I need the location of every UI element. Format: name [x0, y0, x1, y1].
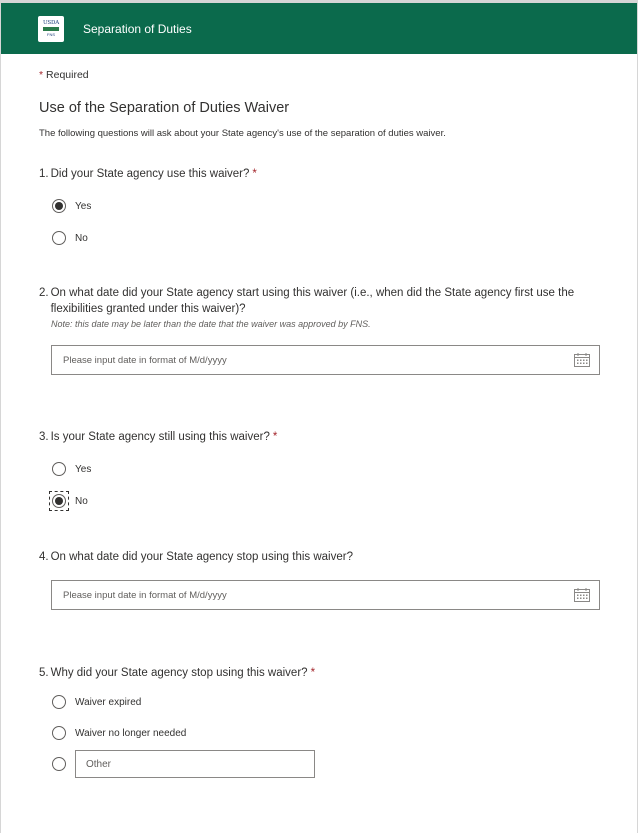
question-label: Is your State agency still using this waiver? [50, 431, 270, 443]
question-number: 1. [39, 168, 49, 180]
radio-button[interactable] [52, 231, 66, 245]
required-asterisk: * [39, 69, 44, 81]
question-text: On what date did your State agency stop using this waiver? [50, 551, 353, 563]
start-date-input[interactable] [51, 345, 600, 375]
question-4-title [39, 549, 600, 565]
question-5 [39, 665, 600, 778]
section-description: The following questions will ask about your State agency's use of the separation of duties waiver. [39, 128, 446, 139]
option-label: Yes [75, 200, 92, 212]
question-label: Why did your State agency stop using this waiver? [50, 667, 308, 679]
radio-button[interactable] [52, 757, 66, 771]
option-label: Waiver expired [75, 696, 142, 708]
stop-date-input[interactable] [51, 580, 600, 610]
radio-button[interactable] [52, 462, 66, 476]
question-2 [39, 285, 600, 375]
option-yes[interactable] [51, 459, 600, 479]
section-title: Use of the Separation of Duties Waiver [39, 100, 290, 116]
calendar-icon[interactable] [574, 353, 590, 367]
radio-button[interactable] [52, 726, 66, 740]
option-yes[interactable] [51, 196, 600, 216]
usda-logo [38, 16, 64, 42]
option-label: Yes [75, 463, 92, 475]
option-no[interactable] [51, 491, 600, 511]
logo-text-bottom: FNS [47, 32, 55, 37]
logo-text-top: USDA [43, 20, 59, 26]
radio-wrapper [51, 725, 67, 741]
question-5-options [39, 692, 600, 778]
required-mark: * [310, 667, 316, 679]
required-mark: * [272, 431, 278, 443]
question-1-title [39, 166, 600, 182]
radio-wrapper-focused [51, 493, 67, 509]
radio-wrapper [51, 230, 67, 246]
question-text: On what date did your State agency start using this waiver (i.e., when did the State agency first use the flexibilities granted under this waiver)? [50, 287, 575, 315]
date-placeholder: Please input date in format of M/d/yyyy [63, 354, 227, 366]
question-5-title [39, 665, 600, 681]
calendar-icon[interactable] [574, 588, 590, 602]
radio-button[interactable] [52, 695, 66, 709]
radio-wrapper [51, 756, 67, 772]
required-note-text: Required [46, 69, 89, 81]
other-placeholder: Other [86, 758, 112, 770]
radio-wrapper [51, 461, 67, 477]
question-1-options [39, 196, 600, 248]
option-label: No [75, 495, 88, 507]
logo-bar [43, 27, 59, 31]
other-text-input[interactable] [75, 750, 315, 778]
required-mark: * [252, 168, 257, 180]
question-1 [39, 166, 600, 248]
question-4 [39, 549, 600, 610]
question-number: 2. [39, 287, 49, 299]
question-number: 5. [39, 667, 49, 679]
option-other[interactable] [51, 750, 600, 778]
option-label: Waiver no longer needed [75, 727, 187, 739]
question-text [51, 429, 600, 445]
question-label: Did your State agency use this waiver? [50, 168, 250, 180]
option-waiver-no-longer-needed[interactable] [51, 723, 600, 743]
radio-button-selected[interactable] [52, 494, 66, 508]
radio-button-selected[interactable] [52, 199, 66, 213]
question-text [51, 665, 600, 681]
form-title: Separation of Duties [83, 21, 192, 36]
option-no[interactable] [51, 228, 600, 248]
option-label: No [75, 232, 88, 244]
question-text [51, 166, 600, 182]
form-content [1, 54, 637, 778]
required-note [39, 69, 600, 81]
question-3-title [39, 429, 600, 445]
question-number: 3. [39, 431, 49, 443]
option-waiver-expired[interactable] [51, 692, 600, 712]
question-2-title [39, 285, 600, 317]
date-placeholder: Please input date in format of M/d/yyyy [63, 589, 227, 601]
question-number: 4. [39, 551, 49, 563]
question-3-options [39, 459, 600, 511]
question-note: Note: this date may be later than the date that the waiver was approved by FNS. [51, 319, 371, 329]
form-header [1, 0, 637, 54]
radio-wrapper [51, 198, 67, 214]
question-3 [39, 429, 600, 511]
radio-wrapper [51, 694, 67, 710]
